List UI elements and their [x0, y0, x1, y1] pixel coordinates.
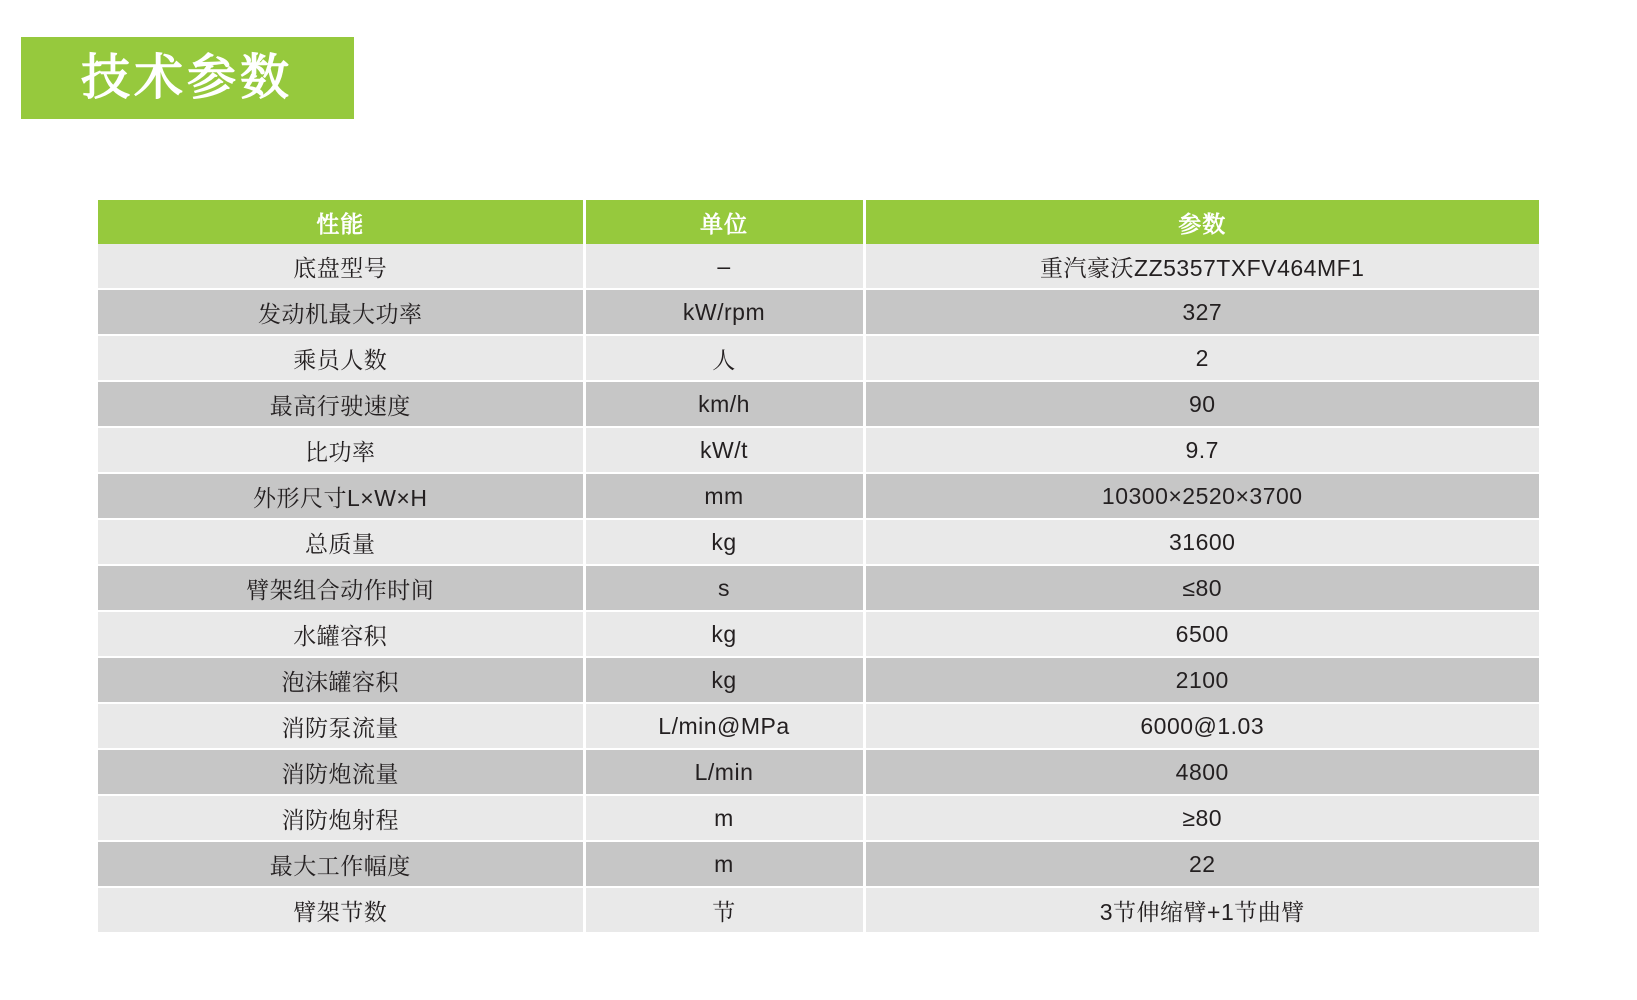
- cell-unit: km/h: [584, 381, 864, 427]
- cell-value: 327: [864, 289, 1539, 335]
- cell-name: 总质量: [98, 519, 584, 565]
- cell-unit: 人: [584, 335, 864, 381]
- cell-unit: m: [584, 841, 864, 887]
- cell-value: 重汽豪沃ZZ5357TXFV464MF1: [864, 244, 1539, 289]
- cell-value: 6500: [864, 611, 1539, 657]
- cell-name: 消防炮射程: [98, 795, 584, 841]
- cell-name: 消防泵流量: [98, 703, 584, 749]
- cell-name: 臂架节数: [98, 887, 584, 933]
- table-row: [98, 473, 1539, 519]
- cell-name: 消防炮流量: [98, 749, 584, 795]
- cell-value: 6000@1.03: [864, 703, 1539, 749]
- table-row: [98, 335, 1539, 381]
- cell-unit: kg: [584, 519, 864, 565]
- table-row: [98, 244, 1539, 289]
- table-row: [98, 795, 1539, 841]
- cell-unit: kg: [584, 657, 864, 703]
- table-row: [98, 703, 1539, 749]
- cell-value: 9.7: [864, 427, 1539, 473]
- cell-name: 水罐容积: [98, 611, 584, 657]
- cell-name: 比功率: [98, 427, 584, 473]
- cell-value: 10300×2520×3700: [864, 473, 1539, 519]
- cell-unit: L/min@MPa: [584, 703, 864, 749]
- table-row: [98, 887, 1539, 933]
- table-row: [98, 427, 1539, 473]
- table-row: [98, 841, 1539, 887]
- table-body: [98, 244, 1539, 933]
- column-header-parameter: 参数: [864, 200, 1539, 244]
- table-row: [98, 565, 1539, 611]
- cell-value: 4800: [864, 749, 1539, 795]
- cell-name: 最高行驶速度: [98, 381, 584, 427]
- table-row: [98, 519, 1539, 565]
- cell-value: 90: [864, 381, 1539, 427]
- cell-value: 2: [864, 335, 1539, 381]
- cell-value: 22: [864, 841, 1539, 887]
- cell-value: 3节伸缩臂+1节曲臂: [864, 887, 1539, 933]
- cell-unit: kW/t: [584, 427, 864, 473]
- cell-unit: –: [584, 244, 864, 289]
- table-row: [98, 749, 1539, 795]
- specifications-table: [98, 200, 1539, 934]
- cell-unit: L/min: [584, 749, 864, 795]
- cell-unit: kW/rpm: [584, 289, 864, 335]
- cell-unit: 节: [584, 887, 864, 933]
- cell-name: 底盘型号: [98, 244, 584, 289]
- table-row: [98, 611, 1539, 657]
- cell-value: 2100: [864, 657, 1539, 703]
- cell-unit: s: [584, 565, 864, 611]
- cell-value: ≥80: [864, 795, 1539, 841]
- cell-name: 发动机最大功率: [98, 289, 584, 335]
- table-header-row: [98, 200, 1539, 244]
- cell-unit: mm: [584, 473, 864, 519]
- cell-name: 臂架组合动作时间: [98, 565, 584, 611]
- column-header-unit: 单位: [584, 200, 864, 244]
- page-title-banner: [21, 37, 354, 119]
- table-row: [98, 381, 1539, 427]
- cell-unit: kg: [584, 611, 864, 657]
- column-header-performance: 性能: [98, 200, 584, 244]
- cell-value: ≤80: [864, 565, 1539, 611]
- cell-unit: m: [584, 795, 864, 841]
- cell-name: 最大工作幅度: [98, 841, 584, 887]
- specifications-table-container: [98, 200, 1539, 934]
- table-row: [98, 657, 1539, 703]
- cell-value: 31600: [864, 519, 1539, 565]
- page-title: 技术参数: [81, 50, 294, 105]
- table-row: [98, 289, 1539, 335]
- cell-name: 泡沫罐容积: [98, 657, 584, 703]
- cell-name: 外形尺寸L×W×H: [98, 473, 584, 519]
- cell-name: 乘员人数: [98, 335, 584, 381]
